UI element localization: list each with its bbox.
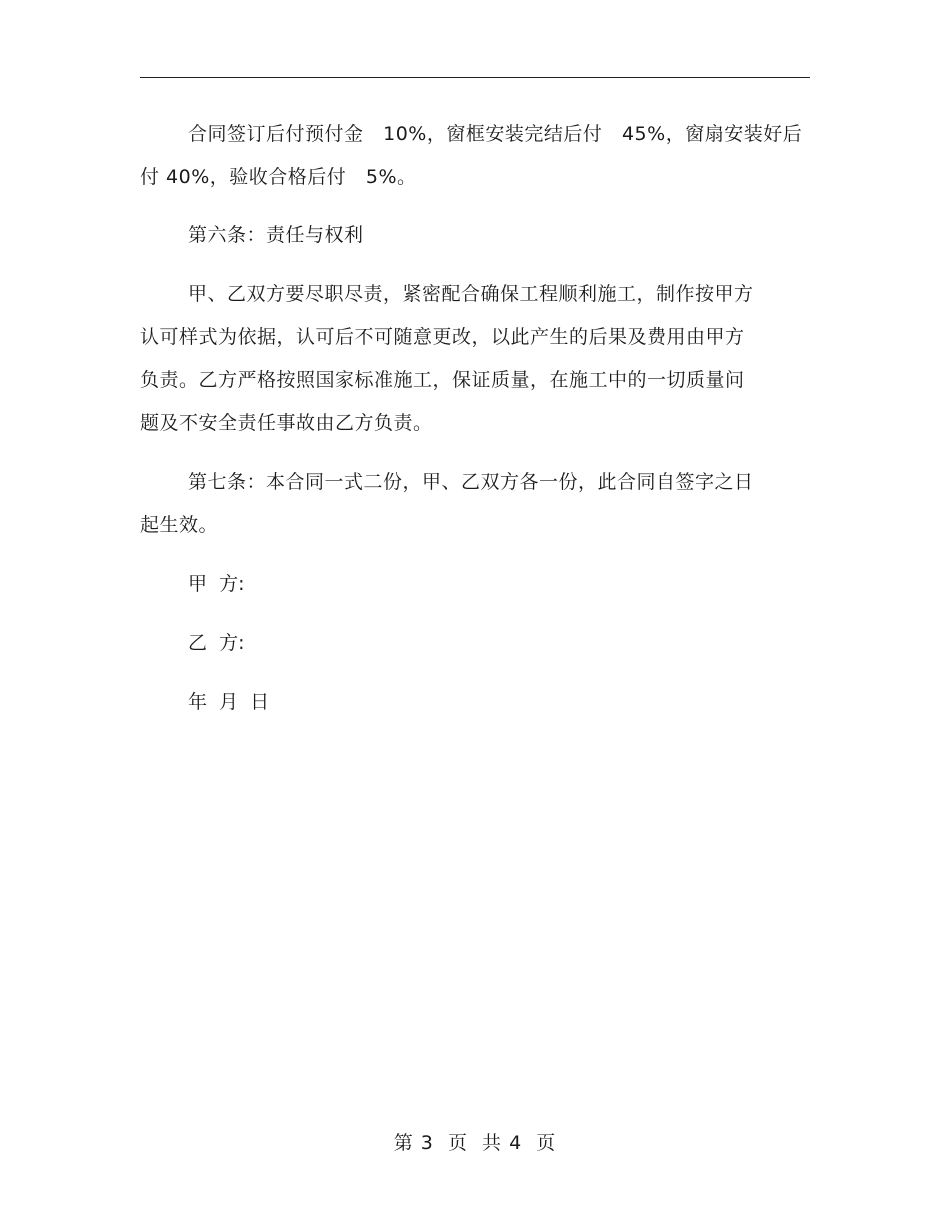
- article-6-line-2: 认可样式为依据，认可后不可随意更改，以此产生的后果及费用由甲方: [140, 326, 745, 348]
- party-b-signature: 乙 方:: [188, 632, 245, 654]
- page-footer: 第 3 页 共 4 页: [393, 1132, 557, 1154]
- payment-terms-line-1: 合同签订后付预付金 10%，窗框安装完结后付 45%，窗扇安装好后: [188, 123, 803, 145]
- article-6-line-1: 甲、乙双方要尽职尽责，紧密配合确保工程顺利施工，制作按甲方: [188, 283, 754, 305]
- signature-date: 年 月 日: [188, 691, 270, 713]
- party-a-signature: 甲 方:: [188, 573, 245, 595]
- document-body: [140, 113, 810, 724]
- header-rule: [140, 77, 810, 78]
- payment-terms-line-2: 付 40%，验收合格后付 5%。: [140, 166, 417, 188]
- article-6-line-3: 负责。乙方严格按照国家标准施工，保证质量，在施工中的一切质量问: [140, 369, 745, 391]
- article-6-line-4: 题及不安全责任事故由乙方负责。: [140, 412, 433, 434]
- article-7-line-1: 第七条：本合同一式二份，甲、乙双方各一份，此合同自签字之日: [188, 471, 754, 493]
- article-6-title: 第六条：责任与权利: [188, 224, 364, 246]
- article-7-line-2: 起生效。: [140, 514, 219, 536]
